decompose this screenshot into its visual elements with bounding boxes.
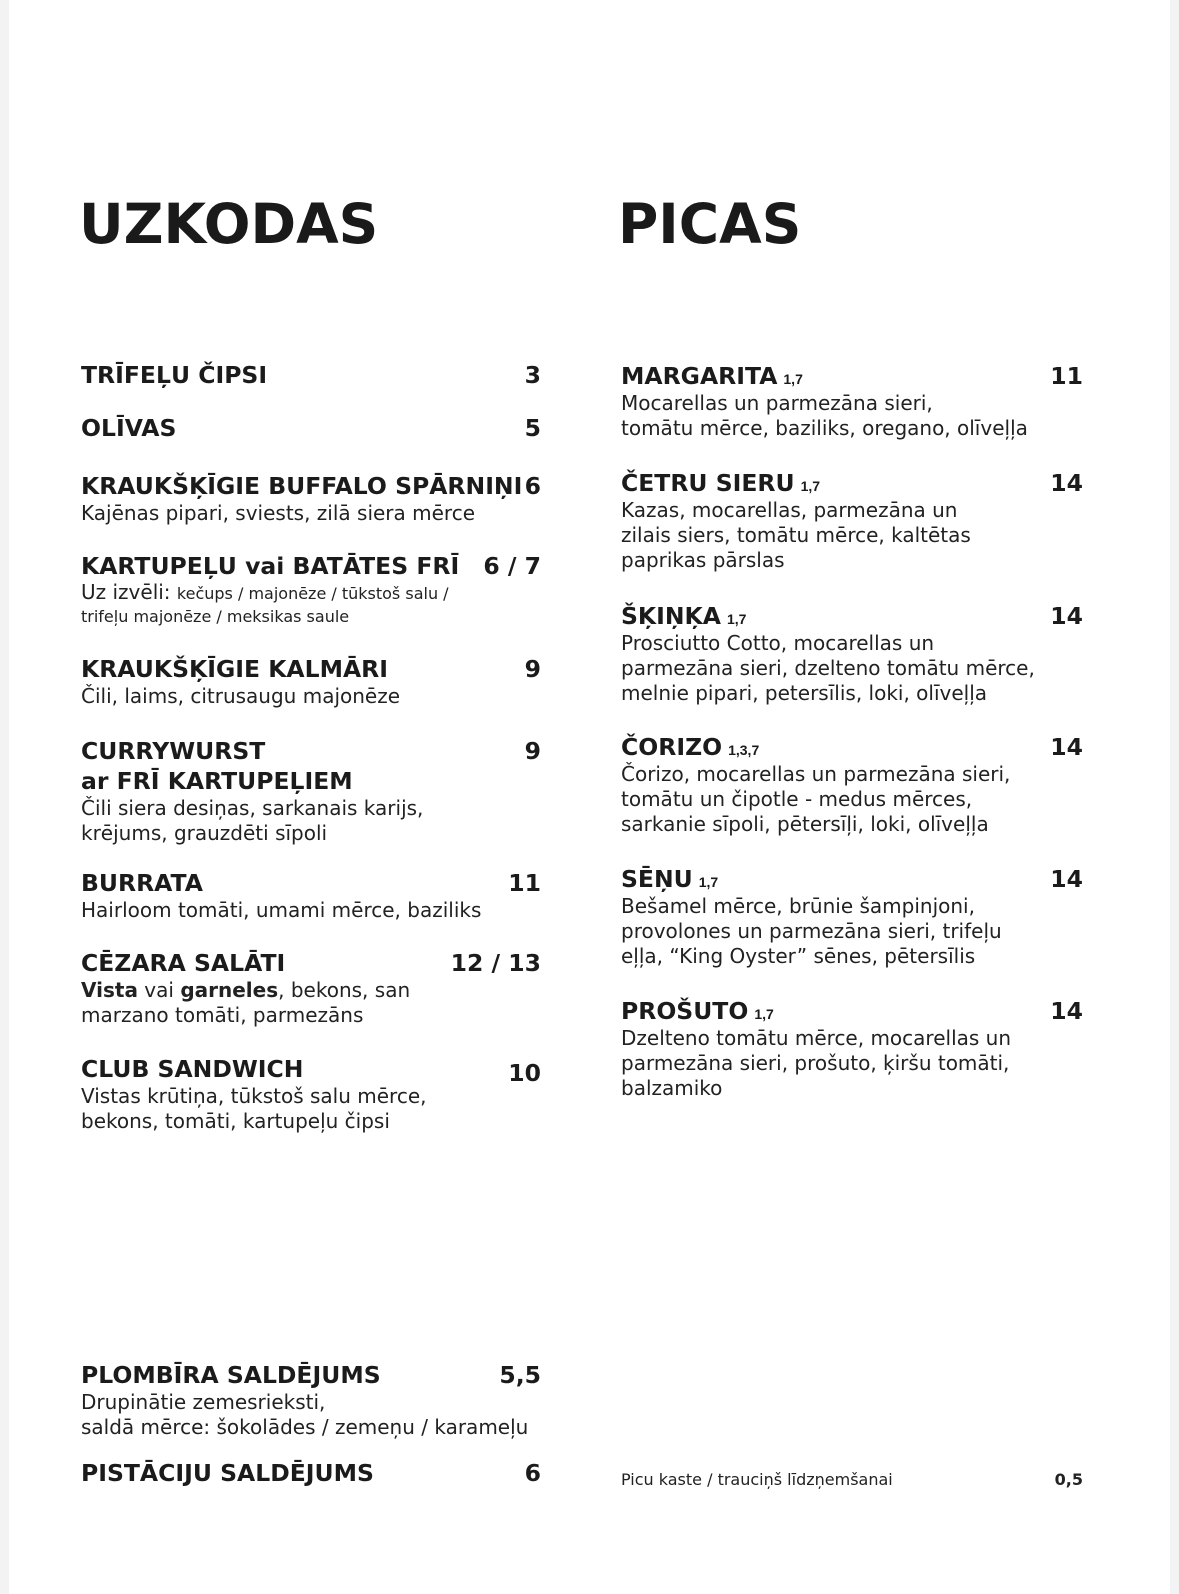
item-description: eļļa, “King Oyster” sēnes, pētersīlis bbox=[621, 944, 976, 968]
item-description bbox=[81, 581, 541, 605]
item-price: 14 bbox=[1050, 997, 1083, 1025]
item-name: ŠĶIŅĶA bbox=[621, 602, 721, 630]
allergen-codes: 1,7 bbox=[754, 1006, 774, 1022]
item-description: paprikas pārslas bbox=[621, 548, 785, 572]
item-description: Kazas, mocarellas, parmezāna un bbox=[621, 498, 958, 522]
item-description: Čili siera desiņas, sarkanais karijs, bbox=[81, 796, 424, 820]
menu-page bbox=[9, 0, 1170, 1594]
item-description bbox=[81, 605, 541, 627]
pizza-item bbox=[621, 468, 1083, 573]
item-description: Prosciutto Cotto, mocarellas un bbox=[621, 631, 935, 655]
item-price: 12 / 13 bbox=[450, 949, 541, 977]
item-price: 6 bbox=[524, 1459, 541, 1487]
item-description: parmezāna sieri, prošuto, ķiršu tomāti, bbox=[621, 1051, 1010, 1075]
item-description: tomātu un čipotle - medus mērces, bbox=[621, 787, 973, 811]
item-price: 5 bbox=[524, 414, 541, 442]
item-description: Čorizo, mocarellas un parmezāna sieri, bbox=[621, 762, 1011, 786]
item-description: saldā mērce: šokolādes / zemeņu / karameļu bbox=[81, 1415, 529, 1439]
item-name: OLĪVAS bbox=[81, 414, 177, 442]
desc-options: kečups / majonēze / tūkstoš salu / bbox=[176, 584, 449, 603]
item-price: 11 bbox=[508, 869, 541, 897]
item-name: KRAUKŠĶĪGIE BUFFALO SPĀRNIŅI bbox=[81, 472, 523, 500]
item-price: 6 / 7 bbox=[483, 552, 541, 580]
item-name: KARTUPEĻU vai BATĀTES FRĪ bbox=[81, 552, 460, 580]
picas-heading: PICAS bbox=[618, 192, 802, 256]
allergen-codes: 1,7 bbox=[800, 478, 821, 494]
item-name: KRAUKŠĶĪGIE KALMĀRI bbox=[81, 655, 388, 683]
item-description: sarkanie sīpoli, pētersīļi, loki, olīveļļa bbox=[621, 812, 989, 836]
item-description: Vista vai garneles, bekons, san bbox=[81, 978, 411, 1002]
item-price: 3 bbox=[524, 361, 541, 389]
item-description: balzamiko bbox=[621, 1076, 723, 1100]
item-price: 6 bbox=[524, 472, 541, 500]
menu-item bbox=[81, 551, 541, 627]
item-name: MARGARITA bbox=[621, 362, 778, 390]
menu-item bbox=[81, 948, 541, 1028]
item-price: 14 bbox=[1050, 865, 1083, 893]
item-description: krējums, grauzdēti sīpoli bbox=[81, 821, 328, 845]
pizza-item bbox=[621, 864, 1083, 969]
item-price: 14 bbox=[1050, 733, 1083, 761]
item-price: 14 bbox=[1050, 469, 1083, 497]
item-description: Bešamel mērce, brūnie šampinjoni, bbox=[621, 894, 975, 918]
item-price: 11 bbox=[1050, 362, 1083, 390]
takeaway-box-price: 0,5 bbox=[1054, 1470, 1083, 1489]
item-description: Drupinātie zemesrieksti, bbox=[81, 1390, 326, 1414]
pizza-item bbox=[621, 361, 1083, 441]
item-description: marzano tomāti, parmezāns bbox=[81, 1003, 364, 1027]
item-price: 9 bbox=[524, 737, 541, 765]
desc-bold: Vista bbox=[81, 978, 138, 1002]
pizza-item bbox=[621, 732, 1083, 837]
item-price: 10 bbox=[508, 1059, 541, 1087]
item-name: TRĪFEĻU ČIPSI bbox=[81, 361, 268, 389]
item-description: bekons, tomāti, kartupeļu čipsi bbox=[81, 1109, 390, 1133]
item-name: CLUB SANDWICH bbox=[81, 1055, 304, 1083]
item-description: Vistas krūtiņa, tūkstoš salu mērce, bbox=[81, 1084, 427, 1108]
dessert-item bbox=[81, 1458, 541, 1488]
item-description: Hairloom tomāti, umami mērce, baziliks bbox=[81, 898, 482, 922]
item-price: 5,5 bbox=[499, 1361, 541, 1389]
item-description: Kajēnas pipari, sviests, zilā siera mērce bbox=[81, 501, 476, 525]
item-name: SĒŅU bbox=[621, 865, 693, 893]
menu-item bbox=[81, 654, 541, 709]
item-price: 14 bbox=[1050, 602, 1083, 630]
allergen-codes: 1,7 bbox=[726, 611, 747, 627]
item-description: zilais siers, tomātu mērce, kaltētas bbox=[621, 523, 971, 547]
item-description: tomātu mērce, baziliks, oregano, olīveļļa bbox=[621, 416, 1028, 440]
item-description: parmezāna sieri, dzelteno tomātu mērce, bbox=[621, 656, 1035, 680]
menu-item bbox=[81, 471, 541, 526]
item-name: PISTĀCIJU SALDĒJUMS bbox=[81, 1459, 374, 1487]
takeaway-box-label: Picu kaste / trauciņš līdzņemšanai bbox=[621, 1470, 893, 1489]
menu-item bbox=[81, 736, 541, 846]
item-name: PROŠUTO bbox=[621, 997, 749, 1025]
item-price: 9 bbox=[524, 655, 541, 683]
allergen-codes: 1,7 bbox=[698, 874, 719, 890]
item-description: provolones un parmezāna sieri, trifeļu bbox=[621, 919, 1002, 943]
uzkodas-heading: UZKODAS bbox=[79, 192, 379, 256]
menu-item bbox=[81, 413, 541, 443]
menu-item bbox=[81, 1054, 541, 1134]
item-description: melnie pipari, petersīlis, loki, olīveļļa bbox=[621, 681, 988, 705]
item-name: BURRATA bbox=[81, 869, 203, 897]
item-description: Mocarellas un parmezāna sieri, bbox=[621, 391, 933, 415]
item-description: Čili, laims, citrusaugu majonēze bbox=[81, 684, 401, 708]
item-name: ČORIZO bbox=[621, 733, 723, 761]
dessert-item bbox=[81, 1360, 541, 1440]
item-name: CĒZARA SALĀTI bbox=[81, 949, 286, 977]
desc-options: trifeļu majonēze / meksikas saule bbox=[81, 607, 350, 626]
allergen-codes: 1,3,7 bbox=[728, 742, 760, 758]
item-description: Dzelteno tomātu mērce, mocarellas un bbox=[621, 1026, 1012, 1050]
item-name: ČETRU SIERU bbox=[621, 469, 795, 497]
pizza-item bbox=[621, 996, 1083, 1101]
allergen-codes: 1,7 bbox=[783, 371, 803, 387]
desc-prefix: Uz izvēli: bbox=[81, 580, 171, 604]
menu-item bbox=[81, 868, 541, 923]
pizza-item bbox=[621, 601, 1083, 706]
item-name: PLOMBĪRA SALDĒJUMS bbox=[81, 1361, 381, 1389]
menu-item bbox=[81, 360, 541, 390]
item-name: CURRYWURST bbox=[81, 737, 266, 765]
item-name-line2: ar FRĪ KARTUPEĻIEM bbox=[81, 767, 353, 795]
desc-bold: garneles bbox=[180, 978, 279, 1002]
